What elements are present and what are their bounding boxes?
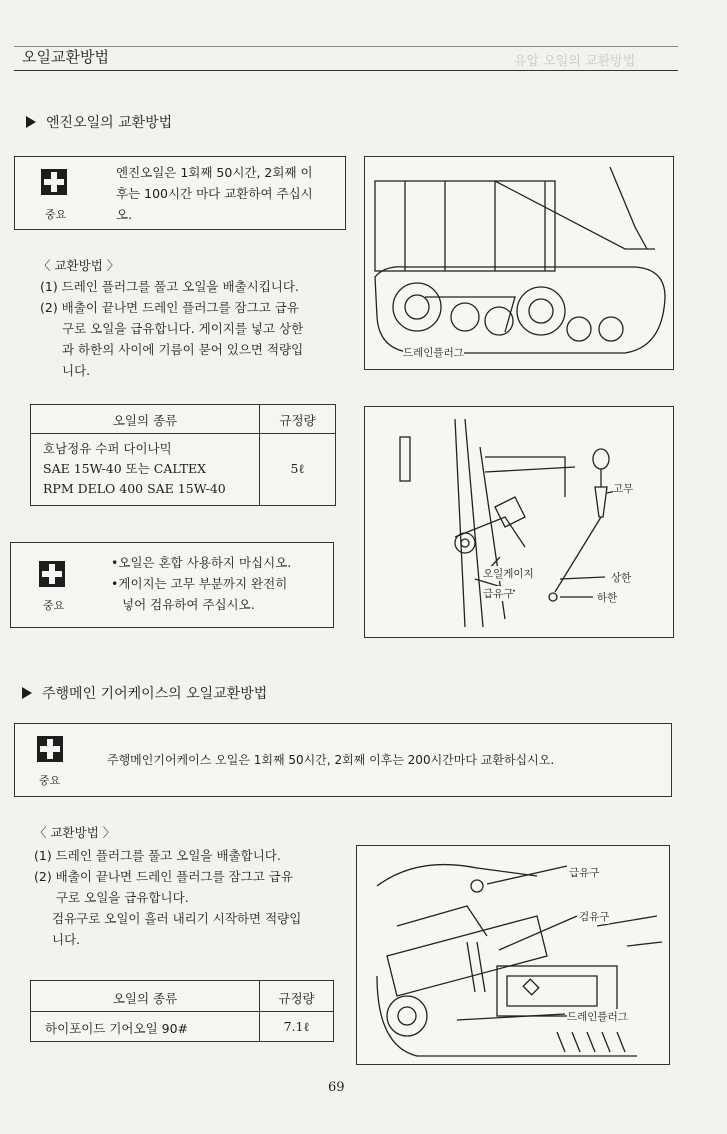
gear-notice-text: 주행메인기어케이스 오일은 1회째 50시간, 2회째 이후는 200시간마다 교환하십시오.: [107, 753, 555, 767]
triangle-bullet-icon: [26, 116, 36, 128]
gear-section-heading: [22, 683, 267, 703]
header-rule: [14, 70, 678, 71]
engine-drain-figure: [364, 156, 674, 370]
gear-table-header-type: 오일의 종류: [112, 991, 178, 1006]
gear-case-drawing: [357, 846, 669, 1064]
gear-oil-amount: 7.1ℓ: [283, 1019, 310, 1034]
gear-case-figure: [356, 845, 670, 1065]
drain-plug-label: 드레인플러그: [403, 347, 464, 359]
gear-heading-text: 주행메인 기어케이스의 오일교환방법: [42, 686, 268, 702]
gear-filler-label: 급유구: [569, 867, 600, 879]
engine-step-1: (1) 드레인 플러그를 풀고 오일을 배출시킵니다.: [40, 279, 299, 294]
engine-oil-type: 호남정유 수퍼 다이나믹 SAE 15W-40 또는 CALTEX RPM DELO 400 SAE 15W-40: [43, 441, 226, 496]
page-title: 오일교환방법: [22, 48, 109, 66]
upper-limit-label: 상한: [611, 572, 632, 584]
gear-oil-type: 하이포이드 기어오일 90#: [45, 1021, 189, 1036]
engine-caution-text: •오일은 혼합 사용하지 마십시오. •게이지는 고무 부분까지 완전히 넣어 검유하여 주십시오.: [111, 555, 292, 612]
triangle-bullet-icon: [22, 687, 32, 699]
gear-steps: (1) 드레인 플러그를 풀고 오일을 배출합니다. (2) 배출이 끝나면 드레인 플러그를 잠그고 급유 구로 오일을 급유합니다. 검유구로 오일이 흘러 내리기 시작하면 적량입 니다.: [34, 845, 344, 950]
engine-gauge-figure: [364, 406, 674, 638]
gear-table-header-amount: 규정량: [278, 991, 315, 1006]
important-label: 중요: [45, 208, 67, 221]
engine-notice-text: 엔진오일은 1회째 50시간, 2회째 이 후는 100시간 마다 교환하여 주십시 오.: [116, 165, 313, 222]
engine-notice-box: [14, 156, 346, 230]
gear-check-label: 검유구: [579, 911, 610, 923]
engine-method-title: 〈 교환방법 〉: [38, 258, 120, 273]
crawler-drawing: [365, 157, 673, 369]
engine-oil-table: [30, 404, 336, 506]
gear-oil-table: [30, 980, 334, 1042]
gear-notice-box: [14, 723, 672, 797]
lower-limit-label: 하한: [597, 592, 618, 604]
gear-method-title: 〈 교환방법 〉: [34, 825, 116, 840]
important-icon: [41, 169, 67, 195]
ghost-title: 유압 오일의 교환방법: [514, 54, 636, 69]
engine-table-header-type: 오일의 종류: [112, 413, 178, 428]
important-icon: [39, 561, 65, 587]
gear-drain-label: 드레인플러그: [567, 1011, 628, 1023]
important-label: 중요: [39, 774, 61, 787]
rubber-label: 고무: [613, 483, 634, 495]
engine-section-heading: [26, 112, 172, 132]
engine-steps: (1) 드레인 플러그를 풀고 오일을 배출시킵니다. (2) 배출이 끝나면 드레인 플러그를 잠그고 급유 구로 오일을 급유합니다. 게이지를 넣고 상한 과 하한의 사이에 기름이 묻어 있으면 적량입 니다.: [40, 276, 340, 381]
important-label: 중요: [43, 599, 65, 612]
page-number: 69: [328, 1080, 345, 1095]
gear-step-1: (1) 드레인 플러그를 풀고 오일을 배출합니다.: [34, 848, 281, 863]
engine-table-header-amount: 규정량: [279, 413, 316, 428]
engine-oil-amount: 5ℓ: [290, 461, 305, 476]
oil-gauge-drawing: [365, 407, 673, 637]
header-top-rule: [14, 46, 678, 47]
gear-step-2: (2) 배출이 끝나면 드레인 플러그를 잠그고 급유: [34, 869, 293, 884]
engine-caution-box: [10, 542, 334, 628]
engine-step-2: (2) 배출이 끝나면 드레인 플러그를 잠그고 급유: [40, 300, 299, 315]
filler-label: 급유구: [483, 588, 514, 600]
important-icon: [37, 736, 63, 762]
engine-heading-text: 엔진오일의 교환방법: [46, 115, 173, 131]
oil-gauge-label: 오일게이지: [483, 568, 534, 580]
